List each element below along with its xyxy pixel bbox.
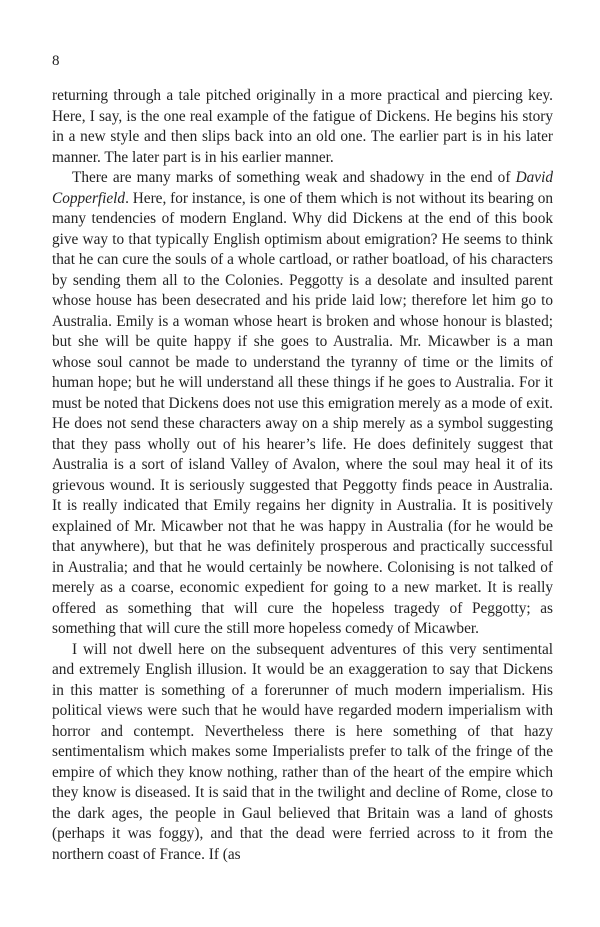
- paragraph-continuation: returning through a tale pitched originally in a more practical and piercing key. Here, I say, is the one real example of the fatigue of Dickens. He begins his story in a new style and then slips back into an old one. The earlier part is in his later manner. The later part is in his earlier manner.: [52, 87, 553, 166]
- page-number: 8: [52, 53, 60, 69]
- book-title-italic: David Copperfield: [52, 169, 553, 207]
- paragraph-imperialism: I will not dwell here on the subsequent adventures of this very sentimental and extremely English illusion. It would be an exaggeration to say that Dickens in this matter is something of a forerunner of much modern imperialism. His political views were such that he would have regarded modern imperialism with horror and contempt. Nevertheless there is here something of that hazy sentimentalism which makes some Imperialists prefer to talk of the fringe of the empire of which they know nothing, rather than of the heart of the empire which they know is diseased. It is said that in the twilight and decline of Rome, close to the dark ages, the people in Gaul believed that Britain was a land of ghosts (perhaps it was foggy), and that the dead were ferried across to it from the northern coast of France. If (as: [52, 640, 553, 863]
- paragraph-text-rest: . Here, for instance, is one of them which is not without its bearing on many tendencies of modern England. Why did Dickens at the end of this book give way to that typically English optimism about emigration? He seems to think that he can cure the souls of a whole cartload, or rather boatload, of his characters by sending them all to the Colonies. Peggotty is a desolate and insulted parent whose house has been desecrated and his pride laid low; therefore let him go to Australia. Emily is a woman whose heart is broken and whose honour is blasted; but she will be quite happy if she goes to Australia. Mr. Micawber is a man whose soul cannot be made to understand the tyranny of time or the limits of human hope; but he will understand all these things if he goes to Australia. For it must be noted that Dickens does not use this emigration merely as a mode of exit. He does not send these characters away on a ship merely as a symbol suggesting that they pass wholly out of his hearer’s life. He does definitely suggest that Australia is a sort of island Valley of Avalon, where the soul may heal it of its grievous wound. It is seriously suggested that Peggotty finds peace in Australia. It is really indicated that Emily regains her dignity in Australia. It is positively explained of Mr. Micawber not that he was happy in Australia (for he would be that anywhere), but that he was definitely prosperous and practically successful in Australia; and that he would certainly be nowhere. Colonising is not talked of merely as a coarse, economic expedient for going to a new market. It is really offered as something that will cure the hopeless tragedy of Peggotty; as something that will cure the still more hopeless comedy of Micawber.: [52, 189, 553, 637]
- paragraph-emigration: [52, 168, 553, 640]
- body-text: [52, 86, 553, 865]
- paragraph-text-start: There are many marks of something weak and shadowy in the end of: [72, 169, 516, 186]
